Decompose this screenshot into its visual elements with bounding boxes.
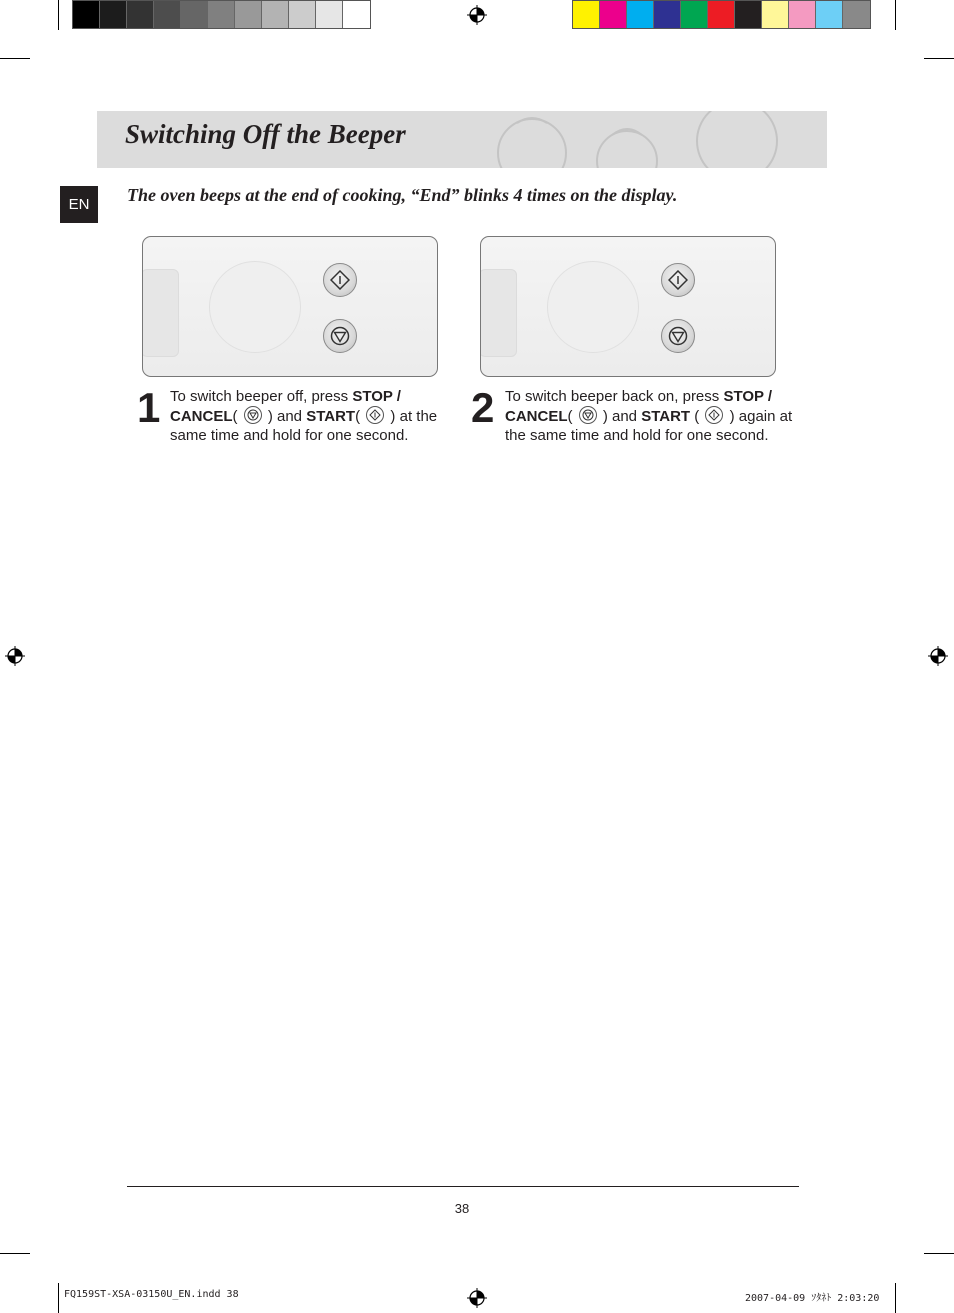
swatch (100, 1, 127, 28)
swatch (73, 1, 100, 28)
header-band (97, 111, 827, 168)
start-icon (366, 406, 384, 424)
swatch (235, 1, 262, 28)
stop-cancel-label: STOP / CANCEL (505, 388, 773, 425)
registration-mark-icon (467, 1288, 487, 1308)
start-label: START (306, 408, 356, 425)
swatch (708, 1, 735, 28)
swatch (789, 1, 816, 28)
stop-cancel-button-icon (661, 319, 695, 353)
slug-filename: FQ159ST-XSA-03150U_EN.indd 38 (64, 1289, 239, 1300)
crop-mark (58, 1283, 59, 1313)
swatch (600, 1, 627, 28)
start-button-icon (323, 263, 357, 297)
start-button-icon (661, 263, 695, 297)
crop-mark (895, 0, 896, 30)
step-text-fragment: ( (232, 408, 242, 425)
stop-cancel-icon (244, 406, 262, 424)
step-number: 2 (471, 384, 495, 431)
step-text-fragment: ) and (263, 408, 307, 425)
footer-rule (127, 1186, 799, 1187)
step-text-fragment: To switch beeper back on, press (505, 388, 724, 405)
page-title: Switching Off the Beeper (125, 119, 406, 149)
display-window (142, 269, 179, 357)
swatch (627, 1, 654, 28)
section-subtitle: The oven beeps at the end of cooking, “End” blinks 4 times on the display. (127, 185, 678, 205)
swatch (681, 1, 708, 28)
swatch (289, 1, 316, 28)
swatch (181, 1, 208, 28)
swatch (654, 1, 681, 28)
swatch (816, 1, 843, 28)
swatch (208, 1, 235, 28)
process-color-bar (572, 0, 871, 29)
dial-knob (209, 261, 301, 353)
step-instruction (505, 387, 795, 445)
step-number: 1 (137, 384, 161, 431)
crop-mark (0, 1253, 30, 1254)
swatch (762, 1, 789, 28)
step-text-fragment: ) again at the same time and hold for one second. (505, 408, 793, 444)
crop-mark (924, 1253, 954, 1254)
start-icon (705, 406, 723, 424)
step-instruction (170, 387, 450, 445)
grayscale-color-bar (72, 0, 371, 29)
swatch (154, 1, 181, 28)
swatch (735, 1, 762, 28)
step-text-fragment: ( (567, 408, 577, 425)
crop-mark (0, 58, 30, 59)
step-text-fragment: ) at the same time and hold for one second. (170, 408, 438, 444)
swatch (573, 1, 600, 28)
swatch (316, 1, 343, 28)
crop-mark (895, 1283, 896, 1313)
slug-timestamp: 2007-04-09 ｿﾀﾈﾄ 2:03:20 (745, 1293, 880, 1304)
registration-mark-icon (5, 646, 25, 666)
step-text-fragment: ) and (598, 408, 642, 425)
crop-mark (924, 58, 954, 59)
registration-mark-icon (467, 5, 487, 25)
step-text-fragment: To switch beeper off, press (170, 388, 353, 405)
step-text-fragment: ( (690, 408, 704, 425)
control-panel-illustration (480, 236, 776, 377)
step-text-fragment: ( (355, 408, 365, 425)
stop-cancel-button-icon (323, 319, 357, 353)
swatch (343, 1, 370, 28)
start-label: START (641, 408, 691, 425)
language-tab: EN (60, 186, 98, 223)
stop-cancel-label: STOP / CANCEL (170, 388, 401, 425)
dial-knob (547, 261, 639, 353)
display-window (480, 269, 517, 357)
swatch (127, 1, 154, 28)
registration-mark-icon (928, 646, 948, 666)
page-number: 38 (454, 1201, 470, 1216)
control-panel-illustration (142, 236, 438, 377)
stop-cancel-icon (579, 406, 597, 424)
swatch (843, 1, 870, 28)
crop-mark (58, 0, 59, 30)
swatch (262, 1, 289, 28)
